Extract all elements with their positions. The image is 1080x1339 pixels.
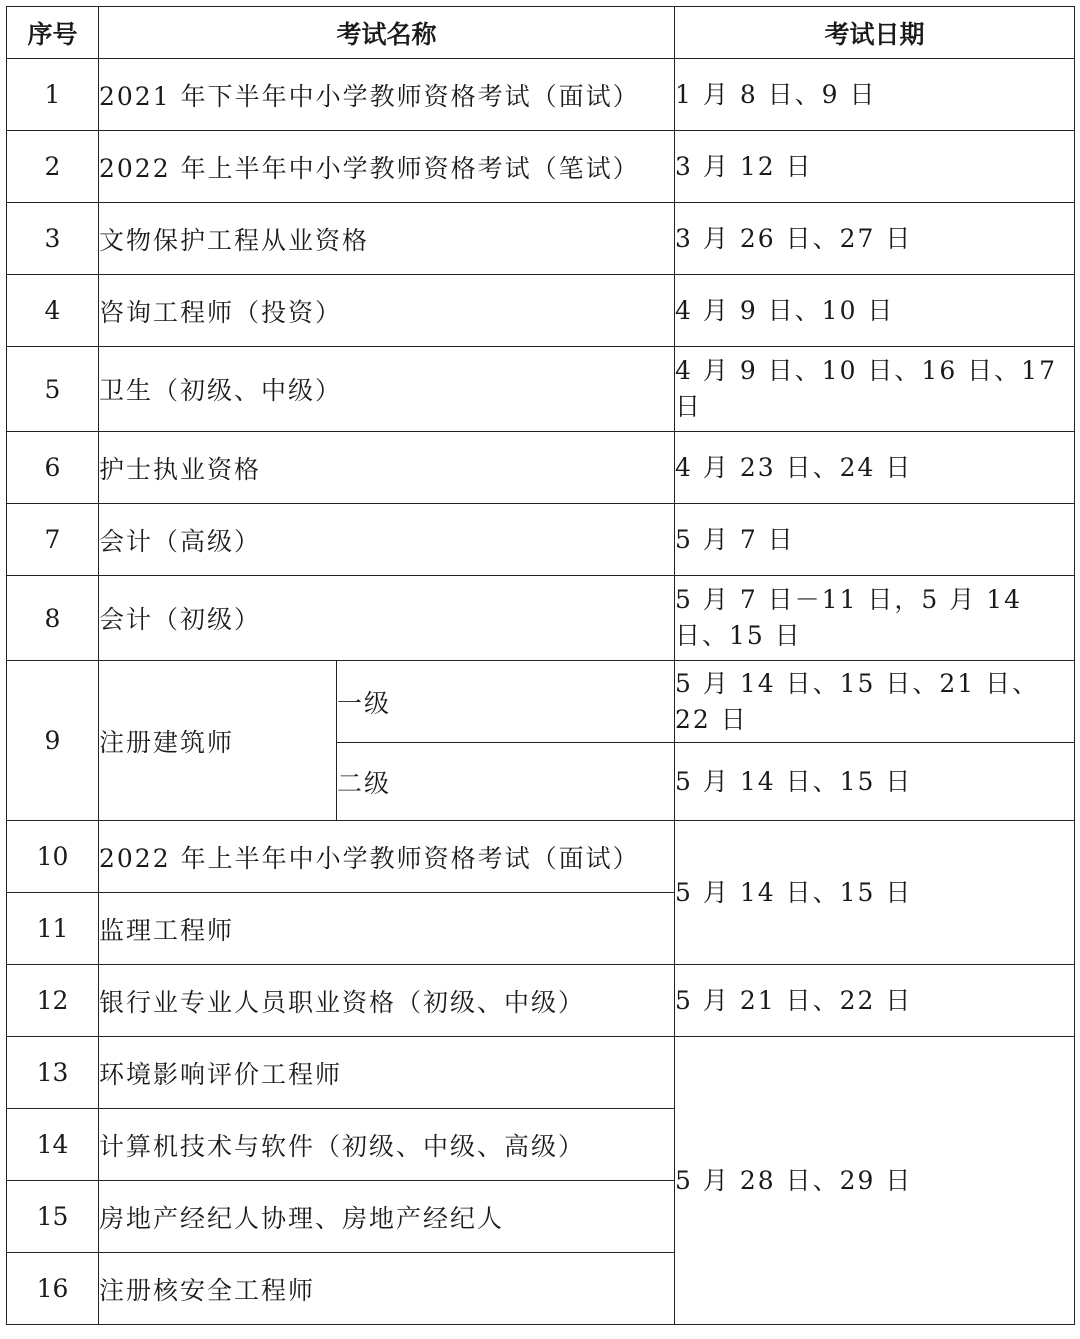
header-serial-number: 序号 bbox=[7, 7, 99, 59]
exam-date: 5 月 28 日、29 日 bbox=[675, 1037, 1075, 1325]
exam-date: 3 月 12 日 bbox=[675, 131, 1075, 203]
exam-date: 3 月 26 日、27 日 bbox=[675, 203, 1075, 275]
row-number: 5 bbox=[7, 347, 99, 432]
header-exam-name: 考试名称 bbox=[99, 7, 675, 59]
exam-level: 二级 bbox=[337, 743, 675, 821]
row-number: 8 bbox=[7, 576, 99, 661]
exam-name: 卫生（初级、中级） bbox=[99, 347, 675, 432]
table-row bbox=[7, 59, 1075, 131]
table-row bbox=[7, 203, 1075, 275]
exam-date: 4 月 23 日、24 日 bbox=[675, 432, 1075, 504]
exam-name: 护士执业资格 bbox=[99, 432, 675, 504]
table-row bbox=[7, 661, 1075, 743]
table-row bbox=[7, 1037, 1075, 1109]
table-row bbox=[7, 275, 1075, 347]
row-number: 12 bbox=[7, 965, 99, 1037]
exam-name: 2021 年下半年中小学教师资格考试（面试） bbox=[99, 59, 675, 131]
exam-date: 5 月 14 日、15 日 bbox=[675, 821, 1075, 965]
exam-name: 计算机技术与软件（初级、中级、高级） bbox=[99, 1109, 675, 1181]
table-row bbox=[7, 131, 1075, 203]
row-number: 2 bbox=[7, 131, 99, 203]
exam-date: 5 月 14 日、15 日、21 日、22 日 bbox=[675, 661, 1075, 743]
exam-name: 注册核安全工程师 bbox=[99, 1253, 675, 1325]
exam-date: 5 月 21 日、22 日 bbox=[675, 965, 1075, 1037]
row-number: 4 bbox=[7, 275, 99, 347]
header-row bbox=[7, 7, 1075, 59]
table-row bbox=[7, 347, 1075, 432]
exam-name: 会计（高级） bbox=[99, 504, 675, 576]
exam-name: 会计（初级） bbox=[99, 576, 675, 661]
exam-date: 5 月 14 日、15 日 bbox=[675, 743, 1075, 821]
exam-date: 5 月 7 日－11 日，5 月 14 日、15 日 bbox=[675, 576, 1075, 661]
exam-name: 2022 年上半年中小学教师资格考试（笔试） bbox=[99, 131, 675, 203]
row-number: 6 bbox=[7, 432, 99, 504]
table-row bbox=[7, 504, 1075, 576]
exam-name: 文物保护工程从业资格 bbox=[99, 203, 675, 275]
exam-schedule-table bbox=[6, 6, 1075, 1325]
row-number: 13 bbox=[7, 1037, 99, 1109]
table-row bbox=[7, 432, 1075, 504]
exam-name: 注册建筑师 bbox=[99, 661, 337, 821]
row-number: 10 bbox=[7, 821, 99, 893]
exam-name: 房地产经纪人协理、房地产经纪人 bbox=[99, 1181, 675, 1253]
table-row bbox=[7, 576, 1075, 661]
row-number: 15 bbox=[7, 1181, 99, 1253]
header-exam-date: 考试日期 bbox=[675, 7, 1075, 59]
exam-name: 2022 年上半年中小学教师资格考试（面试） bbox=[99, 821, 675, 893]
table-row bbox=[7, 965, 1075, 1037]
exam-name: 环境影响评价工程师 bbox=[99, 1037, 675, 1109]
row-number: 9 bbox=[7, 661, 99, 821]
row-number: 7 bbox=[7, 504, 99, 576]
row-number: 14 bbox=[7, 1109, 99, 1181]
row-number: 16 bbox=[7, 1253, 99, 1325]
exam-name: 咨询工程师（投资） bbox=[99, 275, 675, 347]
exam-date: 4 月 9 日、10 日 bbox=[675, 275, 1075, 347]
exam-name: 银行业专业人员职业资格（初级、中级） bbox=[99, 965, 675, 1037]
row-number: 11 bbox=[7, 893, 99, 965]
exam-date: 4 月 9 日、10 日、16 日、17 日 bbox=[675, 347, 1075, 432]
exam-level: 一级 bbox=[337, 661, 675, 743]
row-number: 3 bbox=[7, 203, 99, 275]
table-row bbox=[7, 821, 1075, 893]
exam-name: 监理工程师 bbox=[99, 893, 675, 965]
exam-date: 5 月 7 日 bbox=[675, 504, 1075, 576]
exam-date: 1 月 8 日、9 日 bbox=[675, 59, 1075, 131]
row-number: 1 bbox=[7, 59, 99, 131]
